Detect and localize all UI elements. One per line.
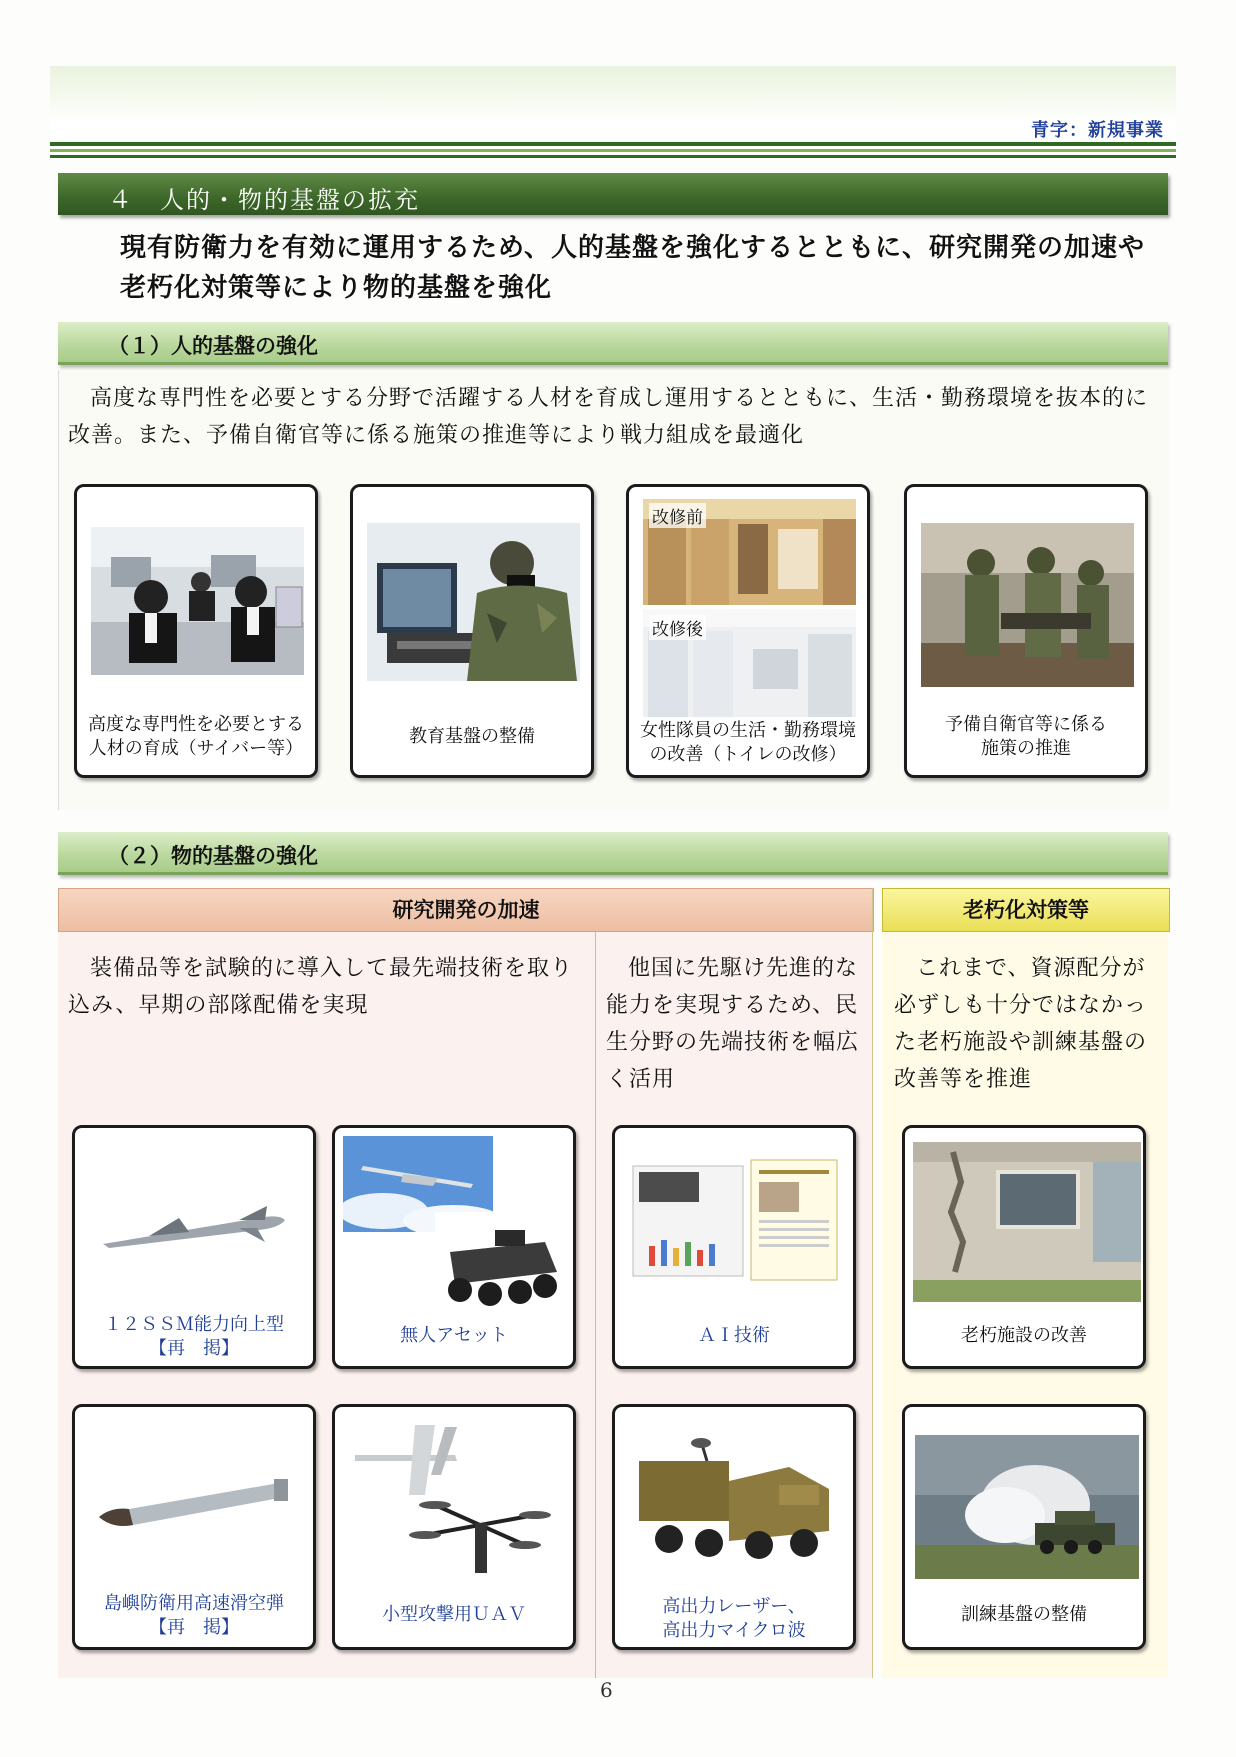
card-caption: 高出力レーザー、 高出力マイクロ波 — [662, 1596, 806, 1641]
card-caption: 高度な専門性を必要とする 人材の育成（サイバー等） — [88, 714, 304, 759]
rd-text-left: 装備品等を試験的に導入して最先端技術を取り込み、早期の部隊配備を実現 — [68, 956, 574, 1018]
card-unmanned-assets — [332, 1125, 576, 1369]
photo-reserve-soldiers — [921, 523, 1134, 687]
card-female-facilities — [626, 484, 870, 778]
image-unmanned-vehicle — [435, 1212, 565, 1312]
photo-old-building — [913, 1142, 1141, 1302]
column-divider — [595, 932, 596, 1678]
subsection-bar-material — [58, 832, 1168, 875]
photo-soldier-computer — [367, 523, 580, 681]
photo-firing-vehicle — [915, 1435, 1139, 1579]
human-text: 高度な専門性を必要とする分野で活躍する人材を育成し運用するとともに、生活・勤務環境を抜本的に改善。また、予備自衛官等に係る施策の推進等により戦力組成を最適化 — [68, 386, 1149, 448]
card-caption: 女性隊員の生活・勤務環境 の改善（トイレの改修） — [640, 720, 856, 765]
card-caption: 小型攻撃用ＵＡＶ — [382, 1604, 526, 1625]
card-reserve-personnel — [904, 484, 1148, 778]
section-title: ４ 人的・物的基盤の拡充 — [108, 186, 420, 214]
card-cyber-training — [74, 484, 318, 778]
card-caption: 島嶼防衛用高速滑空弾 【再 掲】 — [104, 1593, 284, 1638]
header-stripe — [50, 142, 1176, 146]
subsection-title-human: （１）人的基盤の強化 — [108, 334, 318, 358]
photo-classroom — [91, 527, 304, 675]
subsection-bar-human — [58, 322, 1168, 365]
header-stripe — [50, 149, 1176, 152]
column-divider — [872, 888, 873, 1678]
card-caption: 老朽施設の改善 — [961, 1325, 1087, 1346]
image-missile — [89, 1148, 302, 1278]
rd-header: 研究開発の加速 — [58, 888, 874, 932]
card-high-power-laser — [612, 1404, 856, 1650]
aging-header: 老朽化対策等 — [882, 888, 1170, 932]
subsection-title-material: （２）物的基盤の強化 — [108, 844, 318, 868]
label-before: 改修前 — [649, 503, 706, 528]
card-caption: 予備自衛官等に係る 施策の推進 — [945, 714, 1107, 759]
image-glide-projectile — [89, 1447, 302, 1557]
image-laser-truck — [629, 1431, 842, 1581]
card-caption: 教育基盤の整備 — [409, 726, 535, 747]
card-caption: 訓練基盤の整備 — [961, 1604, 1087, 1625]
section-lead: 現有防衛力を有効に運用するため、人的基盤を強化するとともに、研究開発の加速や老朽化対策等により物的基盤を強化 — [120, 233, 1145, 303]
legend: 青字：新規事業 — [1031, 120, 1164, 141]
section-title-bar — [58, 173, 1168, 215]
header-stripe — [50, 155, 1176, 158]
header-band — [50, 66, 1176, 148]
label-after: 改修後 — [649, 615, 706, 640]
rd-text-mid: 他国に先駆け先進的な能力を実現するため、民生分野の先端技術を幅広く活用 — [606, 956, 860, 1092]
page-number: 6 — [600, 1678, 613, 1702]
card-ai-technology — [612, 1125, 856, 1369]
card-aging-facilities — [902, 1125, 1146, 1369]
card-education-base — [350, 484, 594, 778]
image-small-uavs — [345, 1415, 567, 1595]
card-caption: １２ＳＳＭ能力向上型 【再 掲】 — [104, 1314, 284, 1359]
image-ai-documents — [629, 1156, 842, 1286]
card-caption: 無人アセット — [400, 1325, 508, 1346]
aging-text: これまで、資源配分が必ずしも十分ではなかった老朽施設や訓練基盤の改善等を推進 — [894, 956, 1148, 1092]
card-caption: ＡＩ技術 — [698, 1325, 770, 1346]
card-hypersonic-glide — [72, 1404, 316, 1650]
card-12ssm — [72, 1125, 316, 1369]
card-small-attack-uav — [332, 1404, 576, 1650]
card-training-base — [902, 1404, 1146, 1650]
